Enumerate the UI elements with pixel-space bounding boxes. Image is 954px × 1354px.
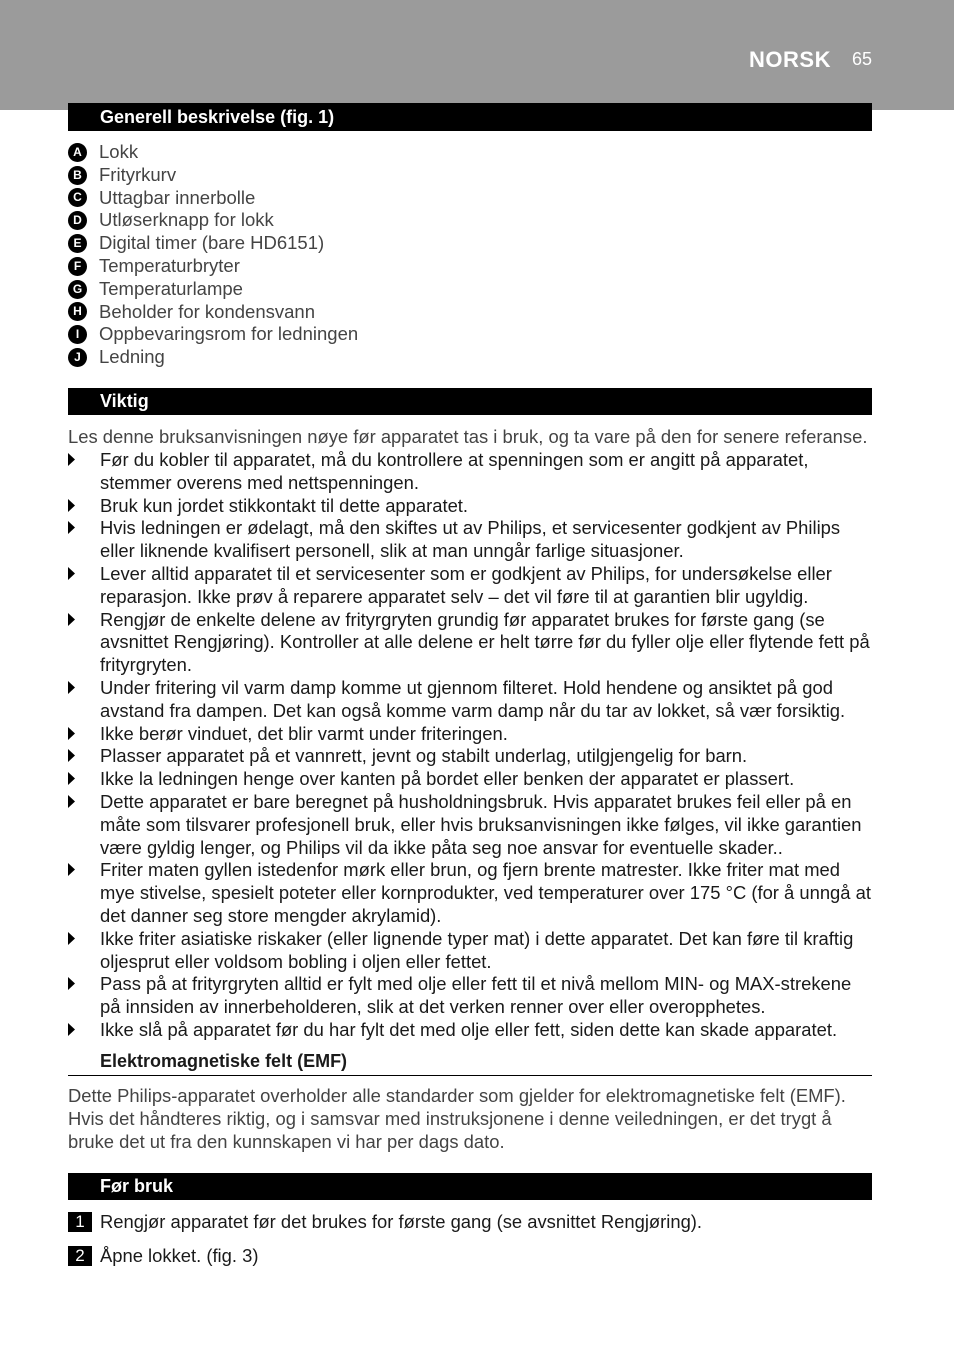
list-item (68, 723, 874, 746)
bullet-text: Friter maten gyllen istedenfor mørk eller brun, og fjern brente matrester. Ikke friter mat med mye stivelse, spesielt poteter eller kornprodukter, ved temperaturer over 175 °C (for å unngå at det danner seg store mengder akrylamid). (100, 859, 871, 926)
bullet-arrow-icon (68, 613, 75, 626)
step-number-badge: 2 (68, 1246, 92, 1266)
list-item (68, 449, 874, 495)
step-number-badge: 1 (68, 1212, 92, 1232)
list-item (68, 323, 358, 346)
bullet-arrow-icon (68, 521, 75, 534)
bullet-arrow-icon (68, 681, 75, 694)
part-letter-badge: J (68, 348, 87, 367)
list-item (68, 517, 874, 563)
list-item (68, 346, 358, 369)
part-letter-badge: D (68, 211, 87, 230)
step-2 (68, 1245, 258, 1267)
list-item (68, 928, 874, 974)
page-number: 65 (852, 49, 873, 69)
safety-bullet-list (68, 449, 874, 1042)
bullet-arrow-icon (68, 453, 75, 466)
bullet-text: Under fritering vil varm damp komme ut gjennom filteret. Hold hendene og ansiktet på god avstand fra dampen. Det kan også komme varm damp når du tar av lokket, så vær forsiktig. (100, 676, 846, 721)
bullet-text: Rengjør de enkelte delene av frityrgryten grundig før apparatet brukes for første gang (se avsnittet Rengjøring). Kontroller at alle delene er helt tørre før du fyller olje eller flytende fett på frityrgryten. (100, 608, 870, 676)
part-letter-badge: C (68, 188, 87, 207)
subheading-emf: Elektromagnetiske felt (EMF) (68, 1050, 872, 1076)
list-item (68, 301, 358, 324)
bullet-text: Dette apparatet er bare beregnet på husholdningsbruk. Hvis apparatet brukes feil eller på en måte som tilsvarer profesjonell bruk, eller hvis bruksanvisningen ikke følges, vil ikke garantien være gyldig lenger, og Philips vil da ikke påta seg noe ansvar for eventuelle skader.. (100, 790, 862, 858)
part-label: Beholder for kondensvann (99, 300, 315, 322)
part-label: Ledning (99, 346, 165, 368)
bullet-arrow-icon (68, 772, 75, 785)
bullet-text: Hvis ledningen er ødelagt, må den skiftes ut av Philips, et servicesenter godkjent av Philips eller liknende kvalifisert personell, slik at man unngår farlige situasjoner. (100, 517, 841, 562)
bullet-arrow-icon (68, 977, 75, 990)
part-letter-badge: E (68, 234, 87, 253)
section-heading-important: Viktig (68, 388, 872, 415)
bullet-text: Ikke la ledningen henge over kanten på bordet eller benken der apparatet er plassert. (100, 768, 795, 790)
part-label: Uttagbar innerbolle (99, 186, 256, 208)
bullet-text: Ikke slå på apparatet før du har fylt det med olje eller fett, siden dette kan skade apparatet. (100, 1018, 838, 1040)
part-label: Digital timer (bare HD6151) (99, 232, 325, 254)
part-letter-badge: F (68, 257, 87, 276)
list-item (68, 1019, 874, 1042)
part-label: Lokk (99, 141, 139, 162)
bullet-arrow-icon (68, 863, 75, 876)
list-item (68, 677, 874, 723)
step-text: Åpne lokket. (fig. 3) (100, 1245, 259, 1266)
list-item (68, 563, 874, 609)
bullet-text: Ikke friter asiatiske riskaker (eller lignende typer mat) i dette apparatet. Det kan føre til kraftig oljesprut eller voldsom bobling i oljen eller fettet. (100, 927, 854, 972)
bullet-arrow-icon (68, 727, 75, 740)
bullet-text: Pass på at frityrgryten alltid er fylt med olje eller fett til et nivå mellom MIN- og MAX-strekene på innsiden av innerbeholderen, slik at det verken renner over eller overopphetes. (100, 973, 852, 1018)
part-letter-badge: G (68, 280, 87, 299)
bullet-arrow-icon (68, 749, 75, 762)
parts-list (68, 141, 358, 369)
list-item (68, 232, 358, 255)
bullet-text: Plasser apparatet på et vannrett, jevnt og stabilt underlag, utilgjengelig for barn. (100, 745, 748, 767)
part-letter-badge: B (68, 166, 87, 185)
bullet-text: Lever alltid apparatet til et servicesenter som er godkjent av Philips, for undersøkelse eller reparasjon. Ikke prøv å reparere apparatet selv – det vil føre til at garantien blir ugyldig. (100, 562, 832, 607)
bullet-arrow-icon (68, 795, 75, 808)
bullet-text: Ikke berør vinduet, det blir varmt under friteringen. (100, 722, 508, 744)
intro-paragraph: Les denne bruksanvisningen nøye før apparatet tas i bruk, og ta vare på den for senere referanse. (68, 426, 868, 447)
list-item (68, 859, 874, 927)
list-item (68, 973, 874, 1019)
bullet-arrow-icon (68, 1023, 75, 1036)
part-label: Oppbevaringsrom for ledningen (99, 323, 359, 345)
list-item (68, 609, 874, 677)
list-item (68, 495, 874, 518)
list-item (68, 745, 874, 768)
section-heading-before-use: Før bruk (68, 1173, 872, 1200)
list-item (68, 209, 358, 232)
list-item (68, 791, 874, 859)
language-label: NORSK (749, 47, 831, 72)
list-item (68, 164, 358, 187)
part-letter-badge: H (68, 302, 87, 321)
part-label: Frityrkurv (99, 163, 177, 185)
list-item (68, 768, 874, 791)
header-bar (0, 0, 954, 110)
part-letter-badge: A (68, 143, 87, 162)
bullet-arrow-icon (68, 567, 75, 580)
list-item (68, 141, 358, 164)
list-item (68, 255, 358, 278)
bullet-text: Bruk kun jordet stikkontakt til dette apparatet. (100, 494, 469, 516)
list-item (68, 278, 358, 301)
part-label: Temperaturbryter (99, 254, 240, 276)
bullet-text: Før du kobler til apparatet, må du kontrollere at spenningen som er angitt på apparatet, stemmer overens med nettspenningen. (100, 449, 809, 493)
part-label: Temperaturlampe (99, 277, 243, 299)
step-1 (68, 1211, 702, 1233)
part-label: Utløserknapp for lokk (99, 209, 274, 231)
bullet-arrow-icon (68, 499, 75, 512)
emf-paragraph: Dette Philips-apparatet overholder alle standarder som gjelder for elektromagnetiske felt (EMF). Hvis det håndteres riktig, og i samsvar med instruksjonene i denne veiledningen, er det trygt å bruke det ut fra den kunnskapen vi har per dags dato. (68, 1085, 846, 1152)
part-letter-badge: I (68, 325, 87, 344)
step-text: Rengjør apparatet før det brukes for første gang (se avsnittet Rengjøring). (100, 1211, 703, 1232)
section-heading-description: Generell beskrivelse (fig. 1) (68, 103, 872, 131)
bullet-arrow-icon (68, 932, 75, 945)
list-item (68, 187, 358, 210)
